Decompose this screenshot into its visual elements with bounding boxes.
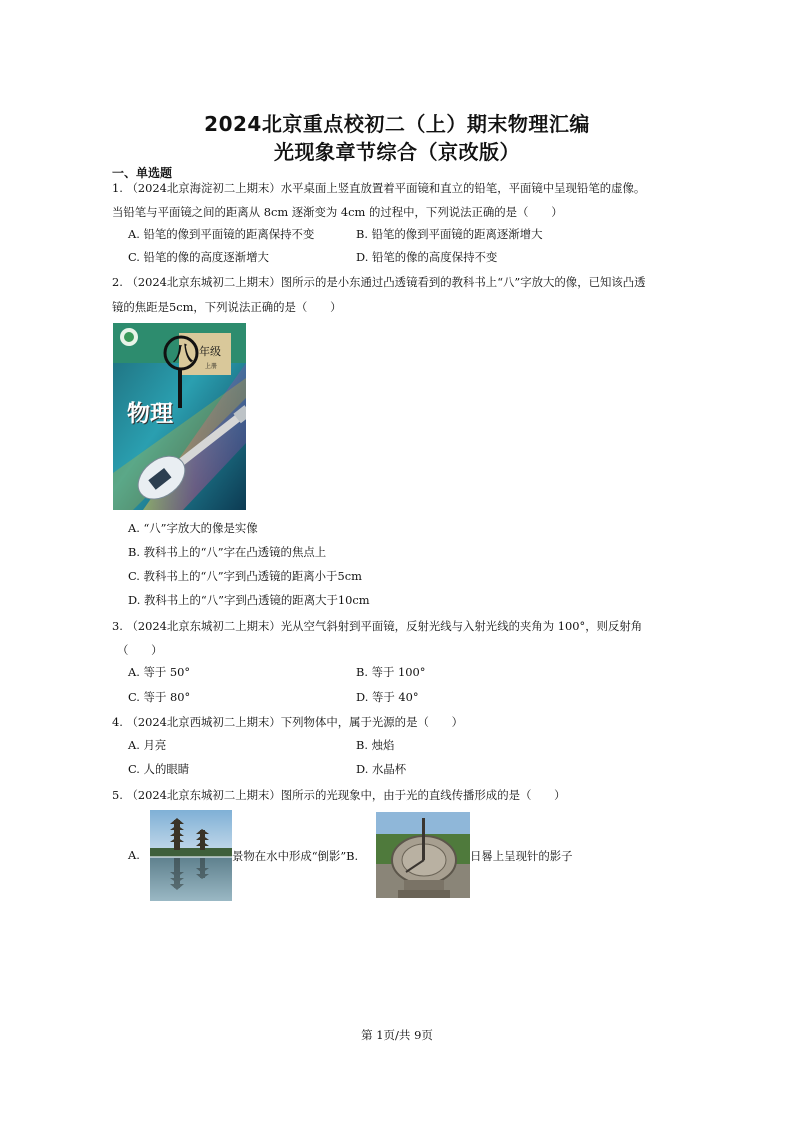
page-title: 2024北京重点校初二（上）期末物理汇编 [204, 112, 590, 136]
pagoda-reflection-image [150, 810, 232, 901]
question-5-option-a-label: A. [128, 848, 140, 862]
page-subtitle: 光现象章节综合（京改版） [274, 140, 520, 164]
question-2-option-a: A. “八”字放大的像是实像 [128, 521, 258, 535]
question-5-option-a-text: 景物在水中形成“倒影”B. [232, 849, 359, 863]
pagoda-reflection-illustration [150, 810, 232, 901]
question-1-option-c: C. 铅笔的像的高度逐渐增大 [128, 250, 269, 264]
question-3-stem-line2: （ ） [117, 643, 163, 657]
question-4-option-b: B. 烛焰 [356, 738, 395, 752]
book-cover-grade: 年级 [199, 345, 221, 358]
page-footer: 第 1页/共 9页 [361, 1028, 433, 1042]
question-4-option-a: A. 月亮 [128, 738, 167, 752]
question-5-stem: 5. （2024北京东城初二上期末）图所示的光现象中，由于光的直线传播形成的是（ ） [112, 788, 566, 802]
question-1-stem-line2: 当铅笔与平面镜之间的距离从 8cm 逐渐变为 4cm 的过程中，下列说法正确的是（ ） [112, 205, 563, 219]
question-1-option-b: B. 铅笔的像到平面镜的距离逐渐增大 [356, 227, 543, 241]
question-2-stem-line1: 2. （2024北京东城初二上期末）图所示的是小东通过凸透镜看到的教科书上“八”字放大的像，已知该凸透 [112, 275, 646, 289]
question-3-option-c: C. 等于 80° [128, 690, 191, 704]
question-2-stem-line2: 镜的焦距是5cm，下列说法正确的是（ ） [112, 300, 342, 314]
question-1-option-d: D. 铅笔的像的高度保持不变 [356, 250, 498, 264]
question-4-option-c: C. 人的眼睛 [128, 762, 190, 776]
question-3-option-a: A. 等于 50° [128, 665, 191, 679]
book-cover-volume: 上册 [205, 363, 218, 370]
sundial-image [376, 812, 470, 898]
question-3-option-d: D. 等于 40° [356, 690, 419, 704]
sundial-illustration [376, 812, 470, 898]
question-2-option-b: B. 教科书上的“八”字在凸透镜的焦点上 [128, 545, 327, 559]
textbook-cover-image [113, 323, 246, 510]
question-3-stem-line1: 3. （2024北京东城初二上期末）光从空气斜射到平面镜，反射光线与入射光线的夹角为 100°，则反射角 [112, 619, 643, 633]
question-4-stem: 4. （2024北京西城初二上期末）下列物体中，属于光源的是（ ） [112, 715, 464, 729]
question-5-option-b-text: 日晷上呈现针的影子 [470, 849, 573, 863]
question-4-option-d: D. 水晶杯 [356, 762, 407, 776]
question-2-option-d: D. 教科书上的“八”字到凸透镜的距离大于10cm [128, 593, 370, 607]
book-cover-char: 八 [173, 341, 193, 365]
book-cover-title: 物理 [127, 401, 173, 427]
question-2-option-c: C. 教科书上的“八”字到凸透镜的距离小于5cm [128, 569, 362, 583]
section-heading: 一、单选题 [112, 166, 173, 180]
question-1-stem-line1: 1. （2024北京海淀初二上期末）水平桌面上竖直放置着平面镜和直立的铅笔，平面镜中呈现铅笔的虚像。 [112, 181, 646, 195]
question-1-option-a: A. 铅笔的像到平面镜的距离保持不变 [128, 227, 315, 241]
question-3-option-b: B. 等于 100° [356, 665, 426, 679]
